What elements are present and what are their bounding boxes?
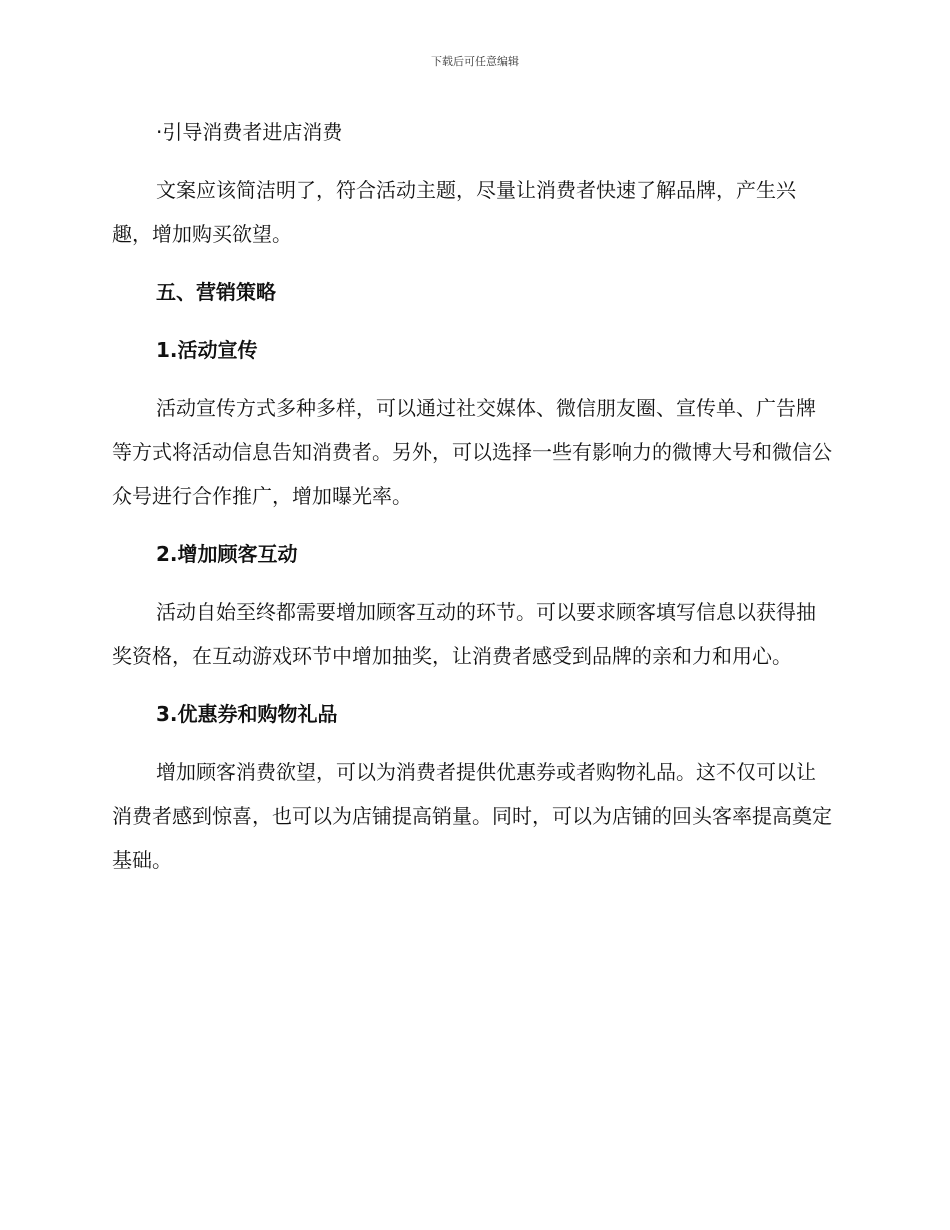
page-header-note: 下载后可任意编辑 [431,55,519,68]
spacer [112,678,832,692]
intro-paragraph: 文案应该简洁明了，符合活动主题，尽量让消费者快速了解品牌，产生兴趣，增加购买欲望。 [112,178,796,246]
subsection-heading-3: 3.优惠券和购物礼品 [156,702,338,726]
subsection-body-2: 活动自始至终都需要增加顾客互动的环节。可以要求顾客填写信息以获得抽奖资格，在互动游戏环节中增加抽奖，让消费者感受到品牌的亲和力和用心。 [112,600,816,668]
spacer [112,372,832,386]
spacer [112,256,832,270]
subsection-heading-2: 2.增加顾客互动 [156,542,298,566]
subsection-body-3: 增加顾客消费欲望，可以为消费者提供优惠券或者购物礼品。这不仅可以让消费者感到惊喜，也可以为店铺提高销量。同时，可以为店铺的回头客率提高奠定基础。 [112,760,832,872]
spacer [112,314,832,328]
spacer [112,154,832,168]
subsection-body-1: 活动宣传方式多种多样，可以通过社交媒体、微信朋友圈、宣传单、广告牌等方式将活动信息告知消费者。另外，可以选择一些有影响力的微博大号和微信公众号进行合作推广，增加曝光率。 [112,396,832,508]
spacer [112,736,832,750]
bullet-item: ·引导消费者进店消费 [156,120,343,144]
spacer [112,518,832,532]
section-heading: 五、营销策略 [156,280,276,304]
subsection-heading-1: 1.活动宣传 [156,338,258,362]
document-body [112,110,832,882]
spacer [112,576,832,590]
